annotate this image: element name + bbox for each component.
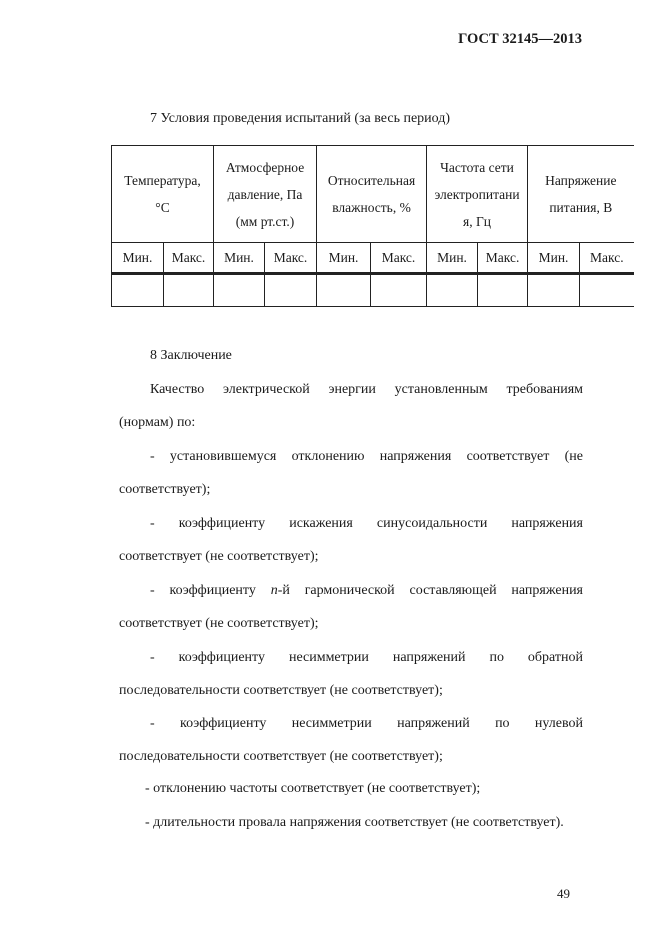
table-cell xyxy=(214,274,265,307)
table-cell xyxy=(317,274,371,307)
section-8-title: 8 Заключение xyxy=(150,348,232,363)
subheader-max: Макс. xyxy=(265,243,317,274)
table-cell xyxy=(265,274,317,307)
header-frequency: Частота сети электропитани я, Гц xyxy=(427,146,528,243)
table-cell xyxy=(371,274,427,307)
subheader-max: Макс. xyxy=(478,243,528,274)
subheader-min: Мин. xyxy=(427,243,478,274)
table-cell xyxy=(164,274,214,307)
conclusion-item: - коэффициенту искажения синусоидальности напряжения соответствует (не соответствует); xyxy=(119,516,583,564)
subheader-min: Мин. xyxy=(317,243,371,274)
conclusion-intro: Качество электрической энергии установленным требованиям (нормам) по: xyxy=(119,382,583,430)
subheader-max: Макс. xyxy=(164,243,214,274)
table-cell xyxy=(478,274,528,307)
subheader-max: Макс. xyxy=(371,243,427,274)
page-number: 49 xyxy=(557,886,570,901)
conclusion-item: - коэффициенту несимметрии напряжений по обратной последовательности соответствует (не соответствует); xyxy=(119,650,583,698)
subheader-max: Макс. xyxy=(580,243,634,274)
header-voltage: Напряжение питания, В xyxy=(528,146,634,243)
subheader-min: Мин. xyxy=(112,243,164,274)
conclusion-item: - коэффициенту несимметрии напряжений по нулевой последовательности соответствует (не соответствует); xyxy=(119,716,583,764)
table-cell xyxy=(580,274,634,307)
conclusion-item-dip: - длительности провала напряжения соответствует (не соответствует). xyxy=(145,815,564,830)
header-humidity: Относительная влажность, % xyxy=(317,146,427,243)
conclusion-item-frequency: - отклонению частоты соответствует (не соответствует); xyxy=(145,781,481,796)
subheader-min: Мин. xyxy=(214,243,265,274)
table-row xyxy=(112,274,634,307)
table-cell xyxy=(427,274,478,307)
document-header: ГОСТ 32145—2013 xyxy=(458,31,582,47)
subheader-min: Мин. xyxy=(528,243,580,274)
conclusion-item: - коэффициенту n-й гармонической составляющей напряжения соответствует (не соответствует); xyxy=(119,583,583,631)
table-cell xyxy=(112,274,164,307)
table-cell xyxy=(528,274,580,307)
test-conditions-table xyxy=(111,145,634,307)
header-pressure: Атмосферное давление, Па (мм рт.ст.) xyxy=(214,146,317,243)
header-temperature: Температура, °С xyxy=(112,146,214,243)
conclusion-item: - установившемуся отклонению напряжения соответствует (не соответствует); xyxy=(119,449,583,497)
section-7-title: 7 Условия проведения испытаний (за весь период) xyxy=(150,111,451,126)
